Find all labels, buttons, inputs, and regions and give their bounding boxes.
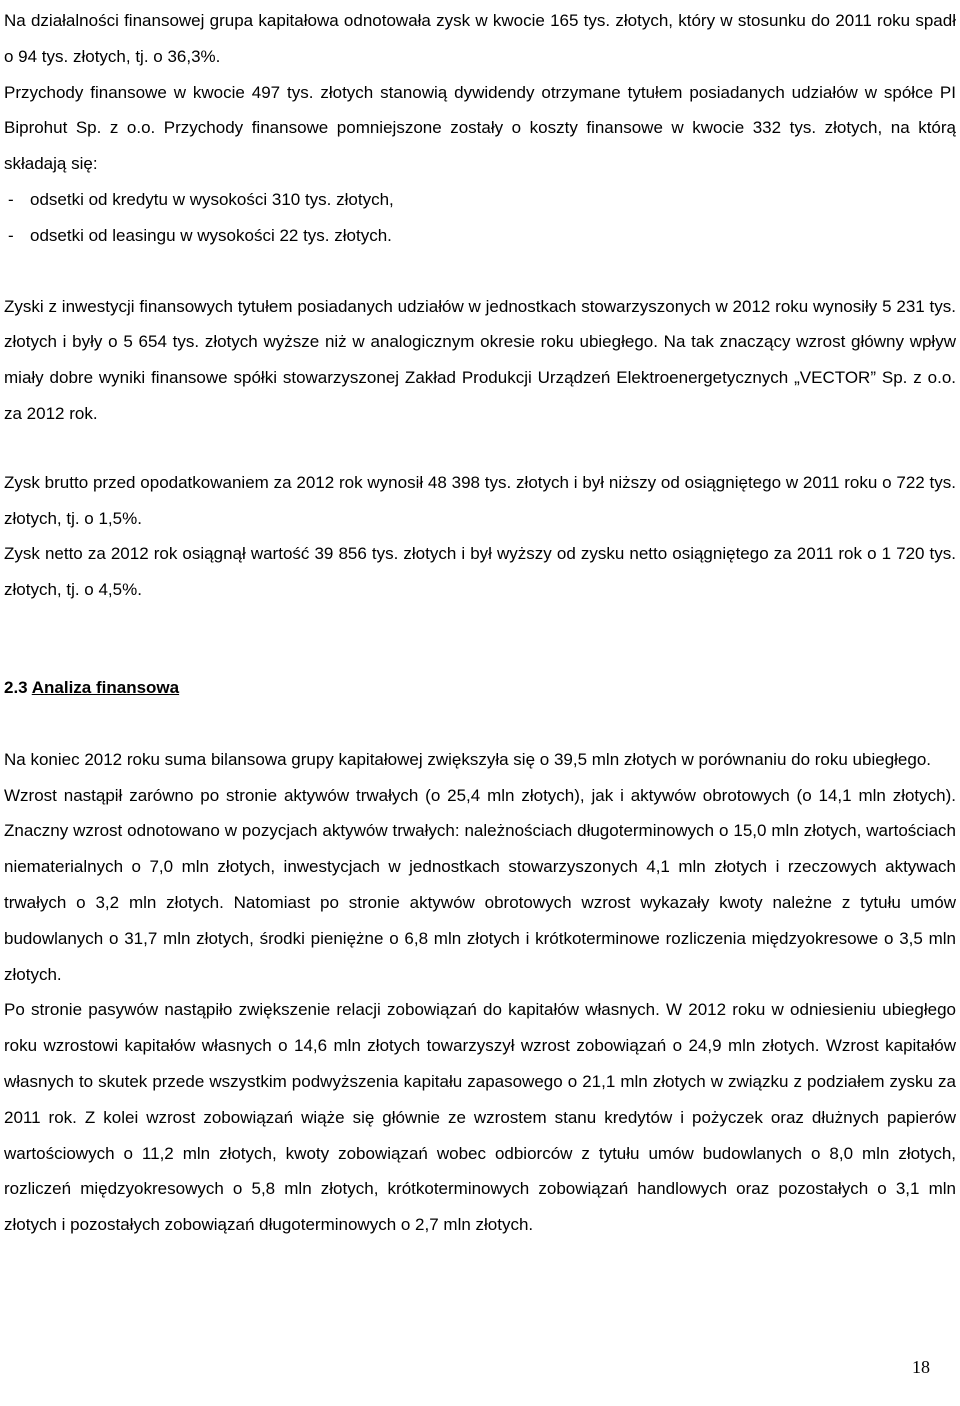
list-item — [4, 218, 956, 254]
financial-costs-list — [4, 182, 956, 254]
list-item-text: odsetki od kredytu w wysokości 310 tys. złotych, — [30, 189, 394, 209]
document-page — [4, 0, 956, 1243]
section-title: Analiza finansowa — [31, 677, 180, 697]
paragraph-financial-income: Przychody finansowe w kwocie 497 tys. złotych stanowią dywidendy otrzymane tytułem posiadanych udziałów w spółce PI Biprohut Sp. z o.o. Przychody finansowe pomniejszone zostały o koszty finansowe w kwocie 332 tys. złotych, na którą składają się: — [4, 82, 956, 174]
paragraph-liabilities: Po stronie pasywów nastąpiło zwiększenie relacji zobowiązań do kapitałów własnych. W 2012 roku w odniesieniu ubiegłego roku wzrostowi kapitałów własnych o 14,6 mln złotych towarzyszył wzrost zobowiązań o 24,9 mln złotych. Wzrost kapitałów własnych to skutek przede wszystkim podwyższenia kapitału zapasowego o 21,1 mln złotych w związku z podziałem zysku za 2011 rok. Z kolei wzrost zobowiązań wiąże się głównie ze wzrostem stanu kredytów i pożyczek oraz dłużnych papierów wartościowych o 11,2 mln złotych, kwoty zobowiązań wobec odbiorców z tytułu umów budowlanych o 8,0 mln złotych, rozliczeń międzyokresowych o 5,8 mln złotych, krótkoterminowych zobowiązań handlowych oraz pozostałych o 3,1 mln złotych i pozostałych zobowiązań długoterminowych o 2,7 mln złotych. — [4, 1000, 956, 1235]
section-number: 2.3 — [4, 677, 28, 697]
paragraph-assets-growth: Wzrost nastąpił zarówno po stronie aktywów trwałych (o 25,4 mln złotych), jak i aktywów obrotowych (o 14,1 mln złotych). Znaczny wzrost odnotowano w pozycjach aktywów trwałych: należnościach długoterminowych o 15,0 mln złotych, wartościach niematerialnych o 7,0 mln złotych, inwestycjach w jednostkach stowarzyszonych 4,1 mln złotych i rzeczowych aktywach trwałych o 3,2 mln złotych. Natomiast po stronie aktywów obrotowych wzrost wykazały kwoty należne z tytułu umów budowlanych o 31,7 mln złotych, środki pieniężne o 6,8 mln złotych i krótkoterminowe rozliczenia międzyokresowe o 3,5 mln złotych. — [4, 785, 956, 984]
spacer — [4, 706, 956, 742]
spacer — [4, 608, 956, 670]
list-item — [4, 182, 956, 218]
spacer — [4, 432, 956, 465]
list-item-text: odsetki od leasingu w wysokości 22 tys. złotych. — [30, 225, 392, 245]
paragraph-financial-activity: Na działalności finansowej grupa kapitałowa odnotowała zysk w kwocie 165 tys. złotych, który w stosunku do 2011 roku spadł o 94 tys. złotych, tj. o 36,3%. — [4, 11, 956, 66]
paragraph-balance-sum: Na koniec 2012 roku suma bilansowa grupy kapitałowej zwiększyła się o 39,5 mln złotych w porównaniu do roku ubiegłego. — [4, 749, 932, 769]
section-heading — [4, 670, 956, 706]
page-number: 18 — [912, 1357, 930, 1377]
list-marker: - — [8, 189, 14, 209]
list-marker: - — [8, 225, 14, 245]
paragraph-gross-profit: Zysk brutto przed opodatkowaniem za 2012 rok wynosił 48 398 tys. złotych i był niższy od osiągniętego w 2011 roku o 722 tys. złotych, tj. o 1,5%. — [4, 472, 956, 528]
paragraph-net-profit: Zysk netto za 2012 rok osiągnął wartość 39 856 tys. złotych i był wyższy od zysku netto osiągniętego za 2011 rok o 1 720 tys. złotych, tj. o 4,5%. — [4, 544, 956, 600]
paragraph-investment-gains: Zyski z inwestycji finansowych tytułem posiadanych udziałów w jednostkach stowarzyszonych w 2012 roku wynosiły 5 231 tys. złotych i były o 5 654 tys. złotych wyższe niż w analogicznym okresie roku ubiegłego. Na tak znaczący wzrost główny wpływ miały dobre wyniki finansowe spółki stowarzyszonej Zakład Produkcji Urządzeń Elektroenergetycznych „VECTOR” Sp. z o.o. za 2012 rok. — [4, 296, 956, 423]
spacer — [4, 254, 956, 289]
